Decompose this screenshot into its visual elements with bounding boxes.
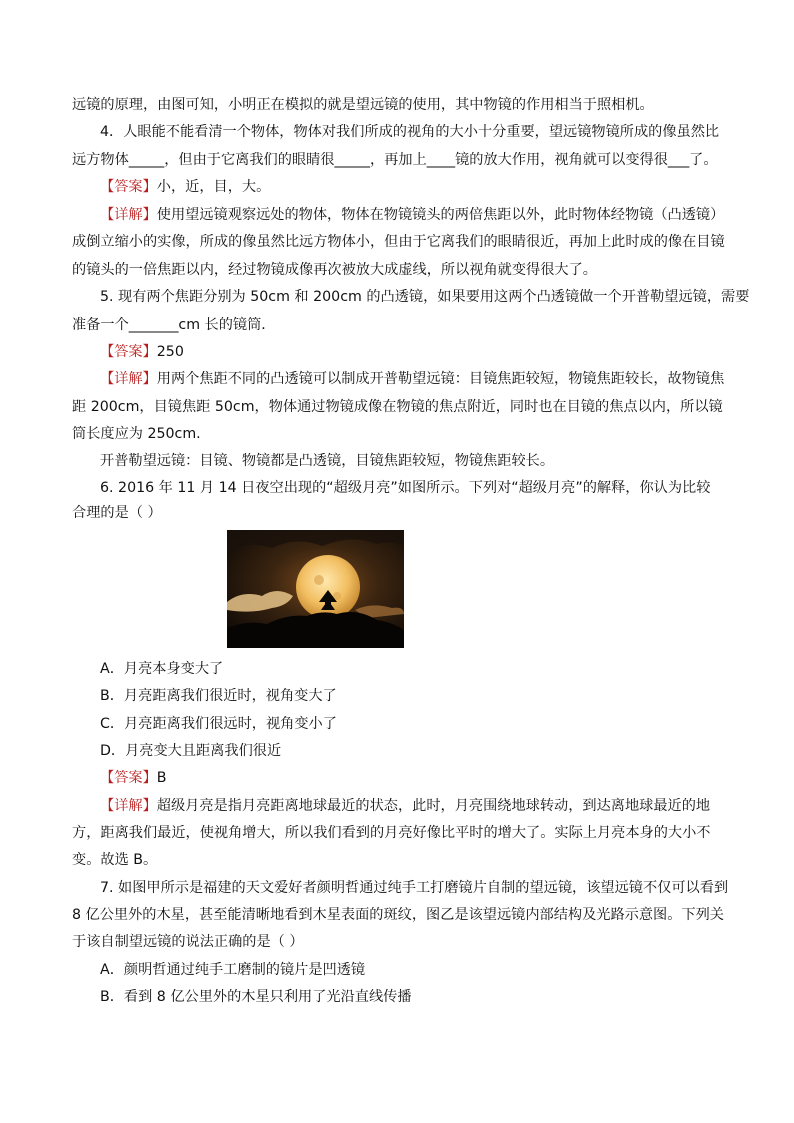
text-line: 筒长度应为 250cm.: [72, 426, 201, 442]
question-5-stem: 5. 现有两个焦距分别为 50cm 和 200cm 的凸透镜，如果要用这两个凸透镜做一个开普勒望远镜，需要: [100, 289, 750, 305]
question-7-stem: 7. 如图甲所示是福建的天文爱好者颜明哲通过纯手工打磨镜片自制的望远镜，该望远镜不仅可以看到: [100, 880, 729, 896]
question-4-stem-cont: 远方物体_____，但由于它离我们的眼睛很_____，再加上____镜的放大作用，视角就可以变得很___了。: [72, 152, 718, 168]
explanation-label: 【详解】: [100, 207, 157, 223]
text-line: 远镜的原理，由图可知，小明正在模拟的就是望远镜的使用，其中物镜的作用相当于照相机。: [72, 97, 654, 113]
question-7-stem-cont: 8 亿公里外的木星，甚至能清晰地看到木星表面的斑纹，图乙是该望远镜内部结构及光路示意图。下列关: [72, 907, 724, 923]
option-c: C．月亮距离我们很远时，视角变小了: [100, 716, 337, 732]
text-line: 方，距离我们最近，使视角增大，所以我们看到的月亮好像比平时的增大了。实际上月亮本身的大小不: [72, 825, 711, 841]
option-a: A．颜明哲通过纯手工磨制的镜片是凹透镜: [100, 962, 366, 978]
answer-label: 【答案】: [100, 770, 157, 786]
explanation-line: [100, 796, 710, 816]
option-b: B．看到 8 亿公里外的木星只利用了光沿直线传播: [100, 989, 412, 1005]
answer-line: [100, 342, 184, 362]
question-6-stem-cont: 合理的是（ ）: [72, 505, 162, 521]
explanation-line: [100, 205, 724, 225]
question-5-stem-cont: 准备一个_______cm 长的镜筒．: [72, 317, 276, 333]
answer-label: 【答案】: [100, 179, 157, 195]
text-line: 成倒立缩小的实像，所成的像虽然比远方物体小，但由于它离我们的眼睛很近，再加上此时成的像在目镜: [72, 234, 725, 250]
answer-text: 小，近，目，大。: [156, 179, 271, 195]
explanation-text: 使用望远镜观察远处的物体，物体在物镜镜头的两倍焦距以外，此时物体经物镜（凸透镜）: [156, 207, 725, 223]
explanation-text: 用两个焦距不同的凸透镜可以制成开普勒望远镜：目镜焦距较短，物镜焦距较长，故物镜焦: [156, 371, 725, 387]
question-6-stem: 6. 2016 年 11 月 14 日夜空出现的“超级月亮”如图所示。下列对“超级月亮”的解释，你认为比较: [100, 480, 711, 496]
explanation-line: [100, 369, 724, 389]
answer-line: [100, 768, 167, 788]
answer-text: B: [156, 770, 167, 786]
option-a: A．月亮本身变大了: [100, 661, 224, 677]
explanation-label: 【详解】: [100, 798, 157, 814]
option-b: B．月亮距离我们很近时，视角变大了: [100, 688, 337, 704]
answer-label: 【答案】: [100, 344, 157, 360]
super-moon-photo: [227, 530, 404, 648]
question-4-stem: 4．人眼能不能看清一个物体，物体对我们所成的视角的大小十分重要，望远镜物镜所成的像虽然比: [100, 124, 720, 140]
text-line: 距 200cm，目镜焦距 50cm，物体通过物镜成像在物镜的焦点附近，同时也在目镜的焦点以内，所以镜: [72, 399, 723, 415]
text-line: 的镜头的一倍焦距以内，经过物镜成像再次被放大成虚线，所以视角就变得很大了。: [72, 262, 597, 278]
answer-text: 250: [156, 344, 184, 360]
explanation-label: 【详解】: [100, 371, 157, 387]
option-d: D．月亮变大且距离我们很近: [100, 743, 282, 759]
text-line: 变。故选 B。: [72, 852, 158, 868]
question-7-stem-cont: 于该自制望远镜的说法正确的是（ ）: [72, 934, 304, 950]
text-line: 开普勒望远镜：目镜、物镜都是凸透镜，目镜焦距较短，物镜焦距较长。: [100, 453, 555, 469]
explanation-text: 超级月亮是指月亮距离地球最近的状态，此时，月亮围绕地球转动，到达离地球最近的地: [156, 798, 711, 814]
answer-line: [100, 177, 270, 197]
